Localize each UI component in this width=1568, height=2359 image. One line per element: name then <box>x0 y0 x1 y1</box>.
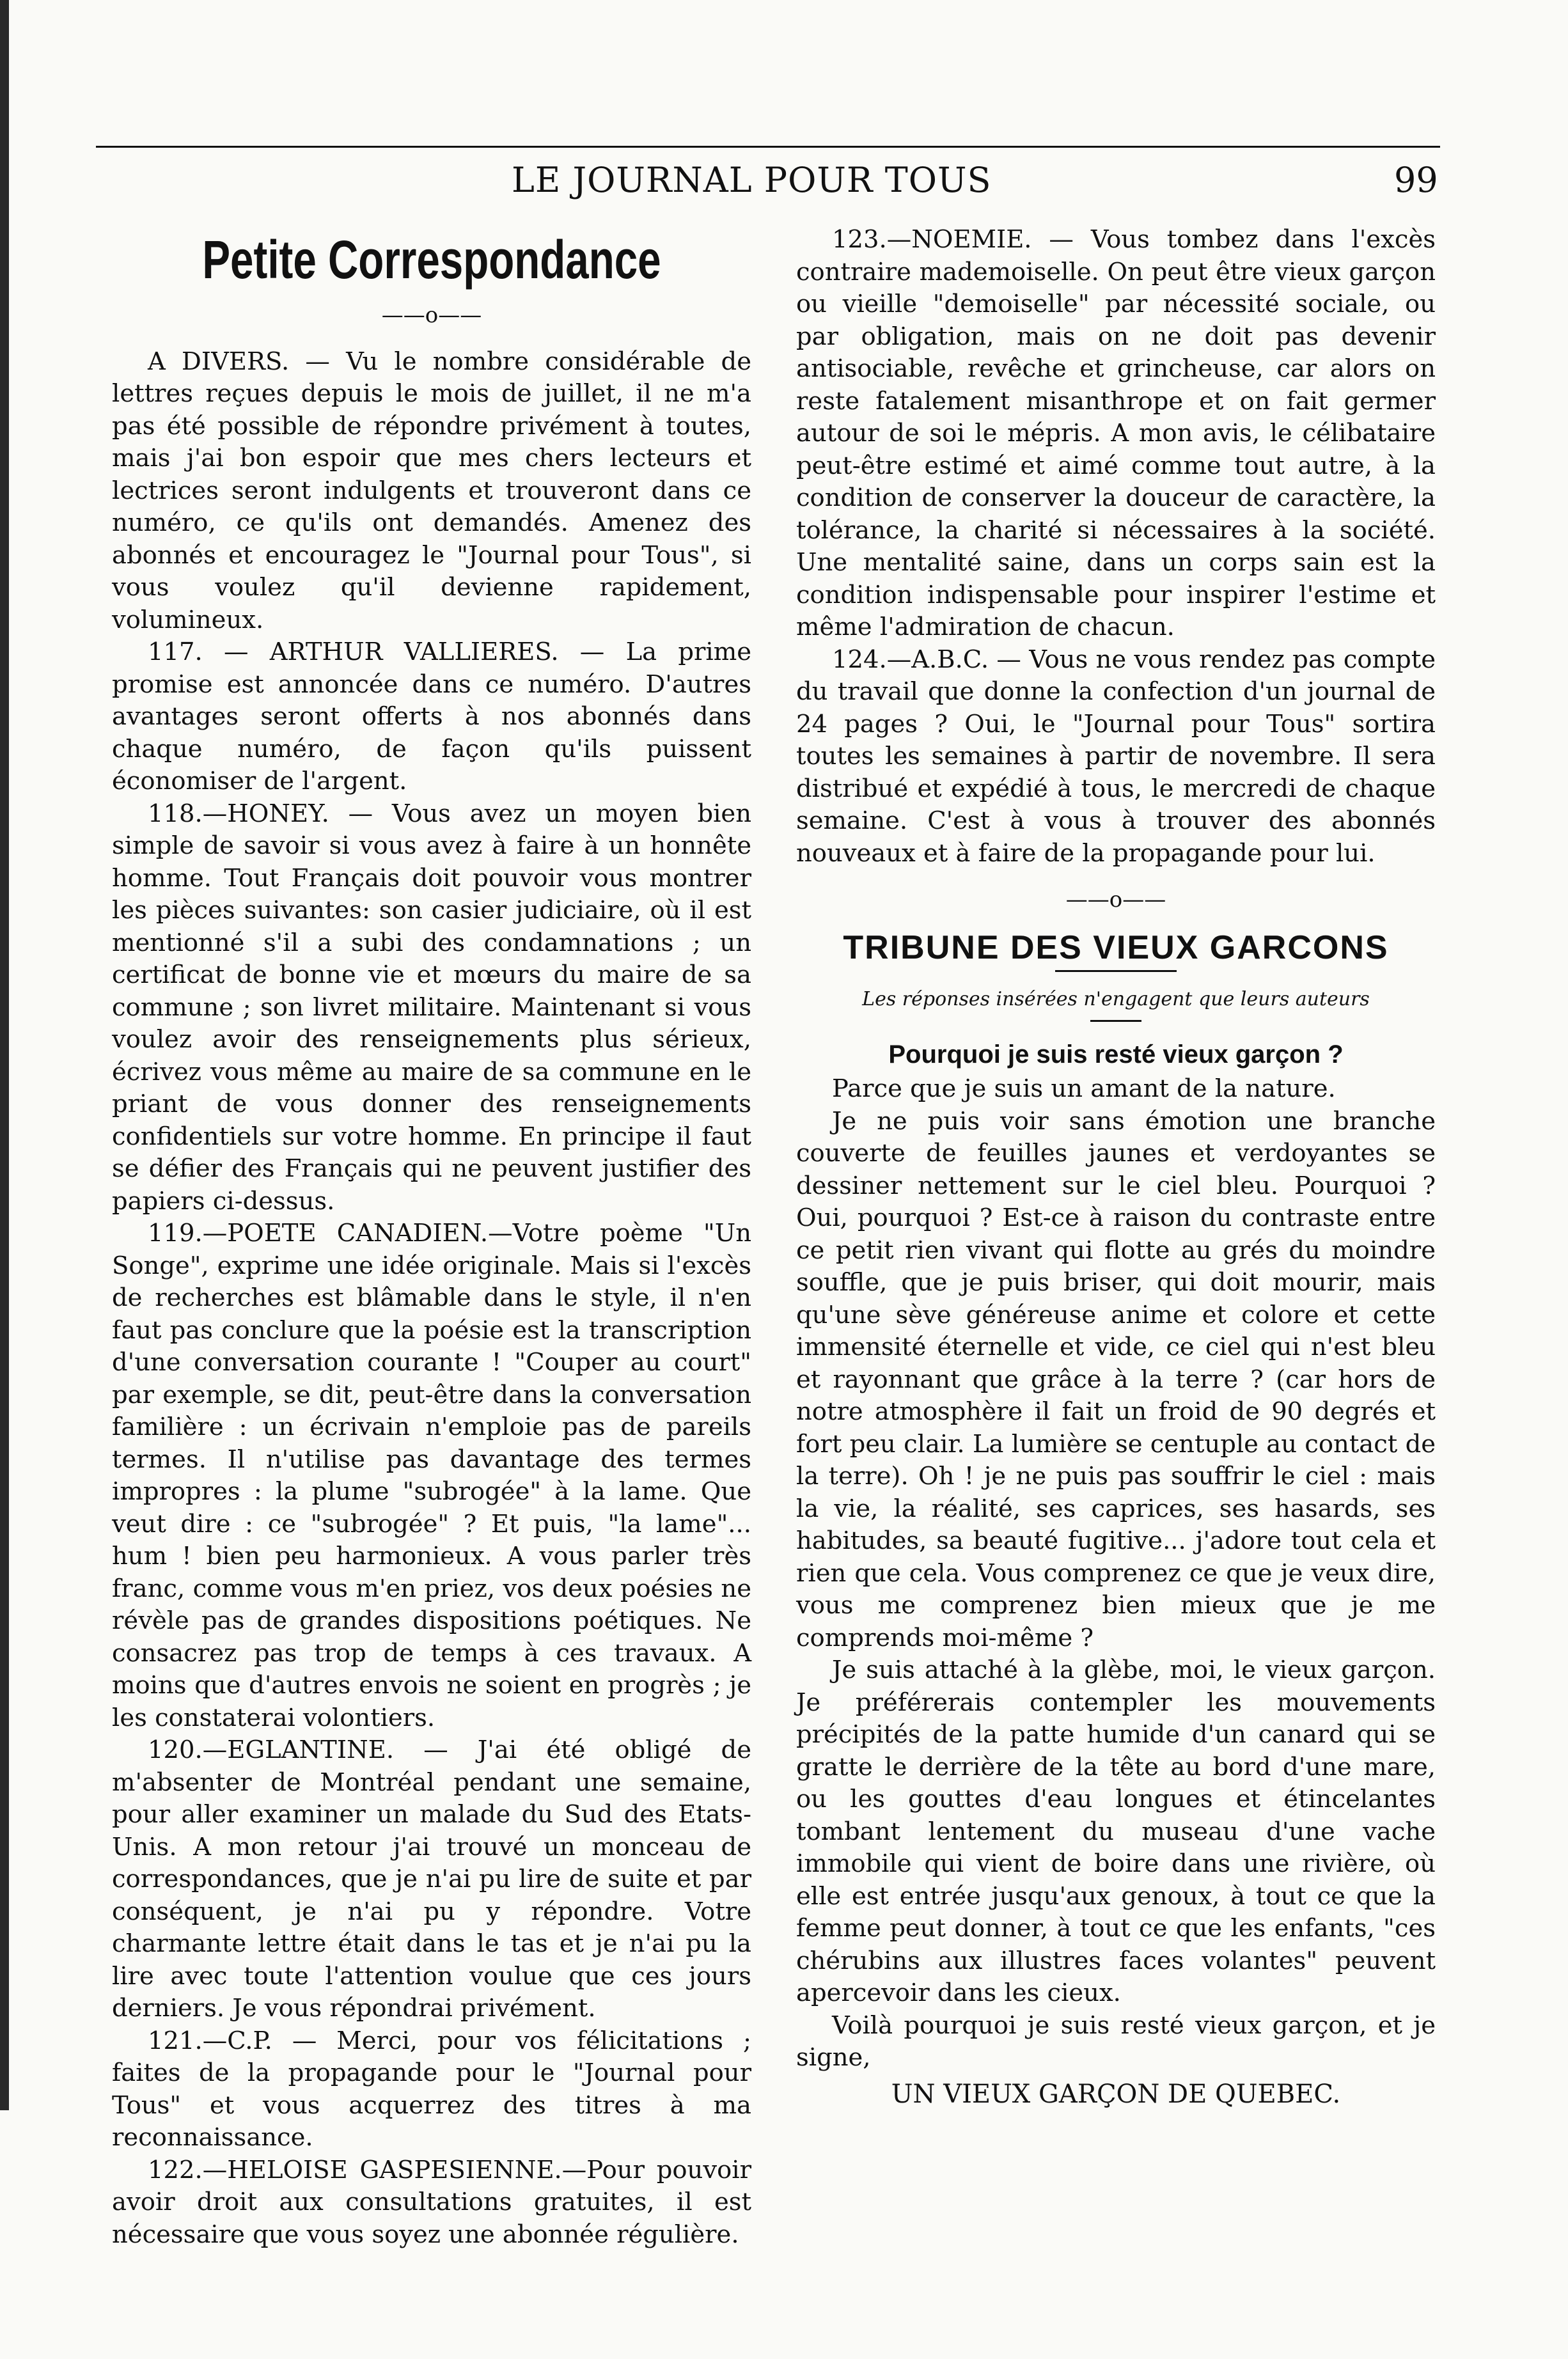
disclaimer: Les réponses insérées n'engagent que leurs auteurs <box>862 988 1370 1010</box>
ornament-divider: ——o—— <box>1065 887 1166 913</box>
left-column <box>112 224 751 2251</box>
reply-118: 118.—HONEY. — Vous avez un moyen bien simple de savoir si vous avez à faire à un honnête homme. Tout Français doit pouvoir vous montrer les pièces suivantes: son casier judiciaire, où il est mentionné s'il a subi des condamnations ; un certificat de bonne vie et mœurs du maire de sa commune ; son livret militaire. Maintenant si vous voulez avoir des renseignements plus sérieux, écrivez vous même au maire de sa commune en le priant de vous donner des renseignements confidentiels sur votre homme. En principe il faut se défier des Français qui ne peuvent justifier des papiers ci-dessus. <box>112 799 751 1216</box>
page-number: 99 <box>1394 160 1438 200</box>
ornament-divider: ——o—— <box>381 302 482 328</box>
article-paragraph: Je suis attaché à la glèbe, moi, le vieux garçon. Je préférerais contempler les mouvements précipités de la patte humide d'un canard qui se gratte le derrière de la tête au bord d'une mare, ou les gouttes d'eau longues et étincelantes tombant lentement du museau d'une vache immobile qui vient de boire dans une rivière, où elle est entrée jusqu'aux genoux, à tout ce que la femme peut donner, à tout ce que les enfants, "ces chérubins aux illustres faces volantes" peuvent apercevoir dans les cieux. <box>796 1656 1436 2007</box>
tribune-title: TRIBUNE DES VIEUX GARCONS <box>843 929 1389 966</box>
article-title: Pourquoi je suis resté vieux garçon ? <box>888 1040 1344 1069</box>
right-column <box>796 224 1436 2110</box>
reply-121: 121.—C.P. — Merci, pour vos félicitations ; faites de la propagande pour le "Journal pour Tous" et vous acquerrez des titres à ma reconnaissance. <box>112 2026 751 2152</box>
running-head: LE JOURNAL POUR TOUS <box>512 160 992 200</box>
reply-117: 117. — ARTHUR VALLIERES. — La prime promise est annoncée dans ce numéro. D'autres avantages seront offerts à nos abonnés dans chaque numéro, de façon qu'ils puissent économiser de l'argent. <box>112 638 751 795</box>
reply-124: 124.—A.B.C. — Vous ne vous rendez pas compte du travail que donne la confection d'un journal de 24 pages ? Oui, le "Journal pour Tous" sortira toutes les semaines à partir de novembre. Il sera distribué et expédié à tous, le mercredi de chaque semaine. C'est à vous à trouver des abonnés nouveaux et à faire de la propagande pour lui. <box>796 645 1436 868</box>
article-paragraph: Voilà pourquoi je suis resté vieux garçon, et je signe, <box>796 2010 1436 2072</box>
reply-123: 123.—NOEMIE. — Vous tombez dans l'excès contraire mademoiselle. On peut être vieux garçon ou vieille "demoiselle" par nécessité sociale, ou par obligation, mais on ne doit pas devenir antisociable, revêche et grincheuse, car alors on reste fatalement misanthrope et on fait germer autour de soi le mépris. A mon avis, le célibataire peut-être estimé et aimé comme tout autre, à la condition de conserver la douceur de caractère, la tolérance, la charité si nécessaires à la société. Une mentalité saine, dans un corps sain est la condition indispensable pour inspirer l'estime et même l'admiration de chacun. <box>796 225 1436 641</box>
reply-119: 119.—POETE CANADIEN.—Votre poème "Un Songe", exprime une idée originale. Mais si l'excès de recherches est blâmable dans le style, il n'en faut pas conclure que la poésie est la transcription d'une conversation courante ! "Couper au court" par exemple, se dit, peut-être dans la conversation familière : un écrivain n'emploie pas de pareils termes. Il n'utilise pas davantage des termes impropres : la plume "subrogée" à la lame. Que veut dire : ce "subrogée" ? Et puis, "la lame"... hum ! bien peu harmonieux. A vous parler très franc, comme vous m'en priez, vos deux poésies ne révèle pas de grandes dispositions poétiques. Ne consacrez pas trop de temps à ces travaux. A moins que d'autres envois ne soient en progrès ; je les constaterai volontiers. <box>112 1219 751 1732</box>
reply-divers: A DIVERS. — Vu le nombre considérable de lettres reçues depuis le mois de juillet, il ne m'a pas été possible de répondre privément à toutes, mais j'ai bon espoir que mes chers lecteurs et lectrices seront indulgents et trouveront dans ce numéro, ce qu'ils ont demandés. Amenez des abonnés et encouragez le "Journal pour Tous", si vous voulez qu'il devienne rapidement, volumineux. <box>112 347 751 634</box>
article-paragraph: Je ne puis voir sans émotion une branche couverte de feuilles jaunes et verdoyantes se dessiner nettement sur le ciel bleu. Pourquoi ? Oui, pourquoi ? Est-ce à raison du contraste entre ce petit rien vivant qui flotte au grés du moindre souffle, que je puis briser, qui doit mourir, mais qu'une sève généreuse anime et colore et cette immensité éternelle et vide, ce ciel qui n'est bleu et rayonnant que grâce à la terre ? (car hors de notre atmosphère il fait un froid de 90 degrés et fort peu clair. La lumière se centuple au contact de la terre). Oh ! je ne puis pas souffrir le ciel : mais la vie, la réalité, ses caprices, ses hasards, ses habitudes, sa beauté fugitive... j'adore tout cela et rien que cela. Vous comprenez ce que je veux dire, vous me comprenez bien mieux que je me comprends moi-même ? <box>796 1106 1436 1652</box>
article-paragraph: Parce que je suis un amant de la nature. <box>832 1074 1336 1103</box>
title-rule <box>1055 970 1177 972</box>
signature: UN VIEUX GARÇON DE QUEBEC. <box>891 2079 1341 2109</box>
title-rule <box>1090 1020 1141 1022</box>
section-title: Petite Correspondance <box>202 230 661 290</box>
header-rule <box>96 146 1440 148</box>
page-binding-edge <box>0 0 9 2110</box>
reply-122: 122.—HELOISE GASPESIENNE.—Pour pouvoir avoir droit aux consultations gratuites, il est nécessaire que vous soyez une abonnée régulière. <box>112 2155 751 2249</box>
reply-120: 120.—EGLANTINE. — J'ai été obligé de m'absenter de Montréal pendant une semaine, pour aller examiner un malade du Sud des Etats-Unis. A mon retour j'ai trouvé un monceau de correspondances, que je n'ai pu lire de suite et par conséquent, je n'ai pu y répondre. Votre charmante lettre était dans le tas et je n'ai pu la lire avec toute l'attention voulue que ces jours derniers. Je vous répondrai privément. <box>112 1736 751 2023</box>
